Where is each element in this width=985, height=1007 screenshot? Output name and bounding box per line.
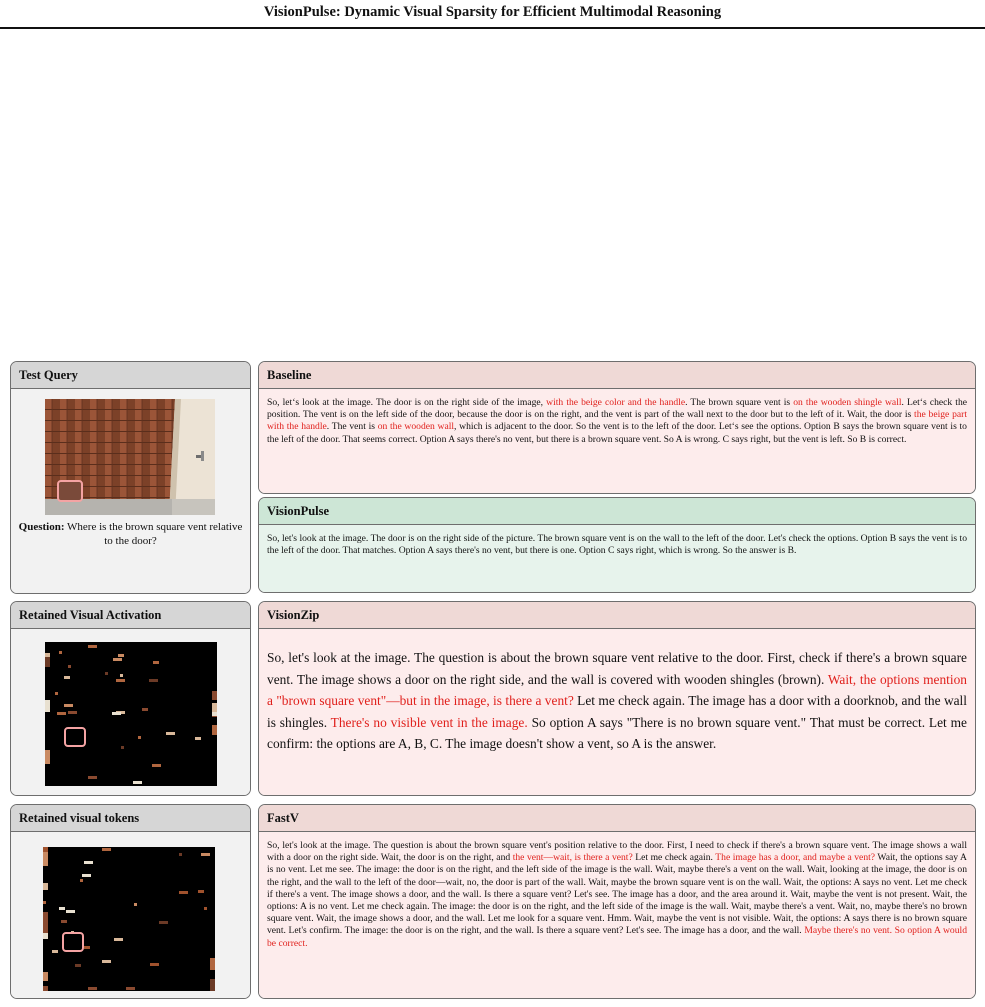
- highlighted-phrase: on the wooden shingle wall: [793, 397, 902, 408]
- text-segment: . The vent is: [326, 421, 378, 433]
- visionpulse-panel: [258, 497, 976, 593]
- text-segment: . Let‘s check the position. The vent is on the left side of the door, because the door is on the right, and the vent is part of the wall next to the door but to the left of it. Wait, the door is: [267, 397, 967, 421]
- retained-token: [212, 725, 217, 735]
- retained-tokens-header: Retained visual tokens: [11, 805, 250, 832]
- visionpulse-header: VisionPulse: [259, 498, 975, 525]
- retained-token: [64, 704, 73, 707]
- retained-token: [142, 708, 148, 711]
- retained-token: [57, 712, 66, 715]
- retained-token: [210, 958, 215, 970]
- retained-token: [66, 910, 75, 913]
- highlighted-phrase: The image has a door, and maybe a vent?: [715, 852, 876, 864]
- retained-token: [210, 979, 215, 991]
- activation-map: [45, 642, 217, 786]
- test-query-body: [11, 389, 250, 593]
- visionzip-header: VisionZip: [259, 602, 975, 629]
- retained-token: [121, 746, 124, 749]
- retained-token: [82, 874, 91, 877]
- text-segment: . The brown square vent is: [685, 397, 794, 408]
- retained-token: [149, 679, 158, 682]
- question-text: Question: Where is the brown square vent relative to the door?: [18, 521, 243, 547]
- retained-token: [134, 903, 137, 906]
- retained-token: [152, 764, 161, 767]
- tokens-map: [43, 847, 215, 991]
- retained-token: [52, 950, 58, 953]
- retained-token: [133, 781, 142, 784]
- retained-token: [75, 964, 81, 967]
- retained-token: [153, 661, 159, 664]
- fastv-text: [259, 832, 975, 950]
- retained-token: [88, 987, 97, 990]
- retained-token: [88, 776, 97, 779]
- text-segment: , which is adjacent to the door. So the vent is to the left of the door. Let‘s see the options. Option B says the brown square vent is to the left of the door. That seems correct. Option A says there's no vent, but there is a brown square vent. So A is wrong. C says right, but the vent is left. So B is correct.: [267, 421, 967, 445]
- baseline-panel: [258, 361, 976, 494]
- retained-token: [114, 938, 123, 941]
- highlighted-phrase: on the wooden wall: [377, 421, 455, 433]
- retained-token: [120, 674, 123, 677]
- retained-token: [43, 972, 48, 981]
- retained-tokens-panel: [10, 804, 251, 999]
- retained-token: [68, 665, 71, 668]
- retained-token: [179, 891, 188, 894]
- retained-token: [43, 918, 48, 933]
- visionzip-panel: [258, 601, 976, 796]
- retained-token: [112, 712, 121, 715]
- retained-activation-panel: [10, 601, 251, 796]
- visionpulse-text: [259, 525, 975, 557]
- retained-token: [43, 986, 48, 991]
- highlighted-phrase: with the beige color and the handle: [546, 397, 686, 408]
- retained-token: [212, 703, 217, 712]
- fastv-header: FastV: [259, 805, 975, 832]
- retained-token: [55, 692, 58, 695]
- retained-token: [204, 907, 207, 910]
- highlighted-phrase: There's no visible vent in the image.: [330, 714, 528, 730]
- retained-token: [138, 736, 141, 739]
- text-segment: So, let's look at the image. The question is about the brown square vent relative to the door. First, check if there's a brown square vent. The image shows a door on the right side, and the wall is covered with wooden shingles (brown).: [267, 650, 967, 687]
- retained-token: [45, 750, 50, 764]
- test-query-panel: [10, 361, 251, 594]
- retained-token: [88, 645, 97, 648]
- retained-activation-header: Retained Visual Activation: [11, 602, 250, 629]
- retained-token: [45, 700, 50, 712]
- text-segment: So option A says "There is no brown square vent." That must be correct. Let me confirm: the options are A, B, C. The image doesn't show a vent, so A is the answer.: [267, 714, 967, 751]
- retained-token: [43, 852, 48, 866]
- retained-token: [59, 651, 62, 654]
- test-query-header: Test Query: [11, 362, 250, 389]
- retained-token: [166, 732, 175, 735]
- highlighted-phrase: the vent—wait, is there a vent?: [512, 852, 633, 864]
- text-segment: So, let‘s look at the image. The door is on the right side of the image,: [267, 397, 547, 408]
- retained-token: [102, 848, 111, 851]
- retained-token: [212, 691, 217, 700]
- retained-token: [159, 921, 168, 924]
- retained-token: [80, 879, 83, 882]
- retained-token: [116, 679, 125, 682]
- retained-token: [102, 960, 111, 963]
- page-title: VisionPulse: Dynamic Visual Sparsity for Efficient Multimodal Reasoning: [0, 0, 985, 29]
- retained-token: [45, 657, 50, 667]
- retained-token: [61, 920, 67, 923]
- retained-token: [118, 654, 124, 657]
- retained-token: [179, 853, 182, 856]
- baseline-header: Baseline: [259, 362, 975, 389]
- highlighted-phrase: Maybe there's no vent. So option A would be correct.: [267, 925, 967, 949]
- fastv-panel: [258, 804, 976, 999]
- door-photo: [45, 399, 215, 515]
- retained-token: [43, 901, 46, 904]
- visionzip-text: [259, 629, 975, 755]
- retained-token: [113, 658, 122, 661]
- text-segment: So, let's look at the image. The door is on the right side of the picture. The brown square vent is on the wall to the left of the door. Let's check the options. Option B says the vent is to the left of the door. That matches. Option A says there's no vent, but there is one. Option C says right, which is wrong. So the answer is B.: [267, 533, 967, 557]
- retained-token: [126, 987, 135, 990]
- retained-token: [43, 883, 48, 890]
- retained-token: [105, 672, 108, 675]
- retained-token: [201, 853, 210, 856]
- retained-token: [150, 963, 159, 966]
- retained-token: [84, 861, 93, 864]
- baseline-text: [259, 389, 975, 446]
- text-segment: Let me check again.: [632, 852, 716, 864]
- text-segment: Let me check again. The image has a door with a doorknob, and the wall is shingles.: [267, 693, 967, 730]
- retained-token: [43, 912, 48, 918]
- highlighted-phrase: Wait, the options mention a "brown square vent"—but in the image, is there a vent?: [267, 671, 967, 708]
- retained-token: [84, 946, 90, 949]
- retained-token: [64, 676, 70, 679]
- retained-token: [195, 737, 201, 740]
- retained-token: [59, 907, 65, 910]
- text-segment: So, let's look at the image. The question is about the brown square vent's position relative to the door. First, I need to check if there's a brown square vent. The image shows a wall with a door on the right side. Wait, the door is on the right, and: [267, 840, 967, 864]
- retained-token: [68, 711, 77, 714]
- retained-token: [198, 890, 204, 893]
- text-segment: Wait, the options say A is no vent. Let me see. The image: the door is on the right, and the left side of the image is the wall. Wait, maybe there's a vent on the wall. Wait, looking at the image, the door is on the right, and the wall to the left of the door—wait, no, the door is part of the wall. Wait, maybe the brown square vent is on the wall. Wait, the options: A says no vent. Let me check if there's a vent. The image shows a door, and the wall. Is there a square vent? Let's see. The image has a door, and the area around it. Wait, maybe the vent is not present. Wait, the options: A is no vent. Let me check again. The image: the door is on the right, and the left side of the image is the wall. Wait, maybe there's a vent. Wait, no, maybe there's no brown square vent. Wait, the image shows a door, and the wall. Let me look for a square vent. Hmm. Wait, maybe the vent is not visible. Wait, the options: A says there is no brown square vent. Let's confirm. The image: the door is on the right, and the wall. Is there a square vent? Let's see. The image has a door, and the wall.: [267, 852, 967, 937]
- highlighted-phrase: the beige part with the handle: [267, 409, 967, 433]
